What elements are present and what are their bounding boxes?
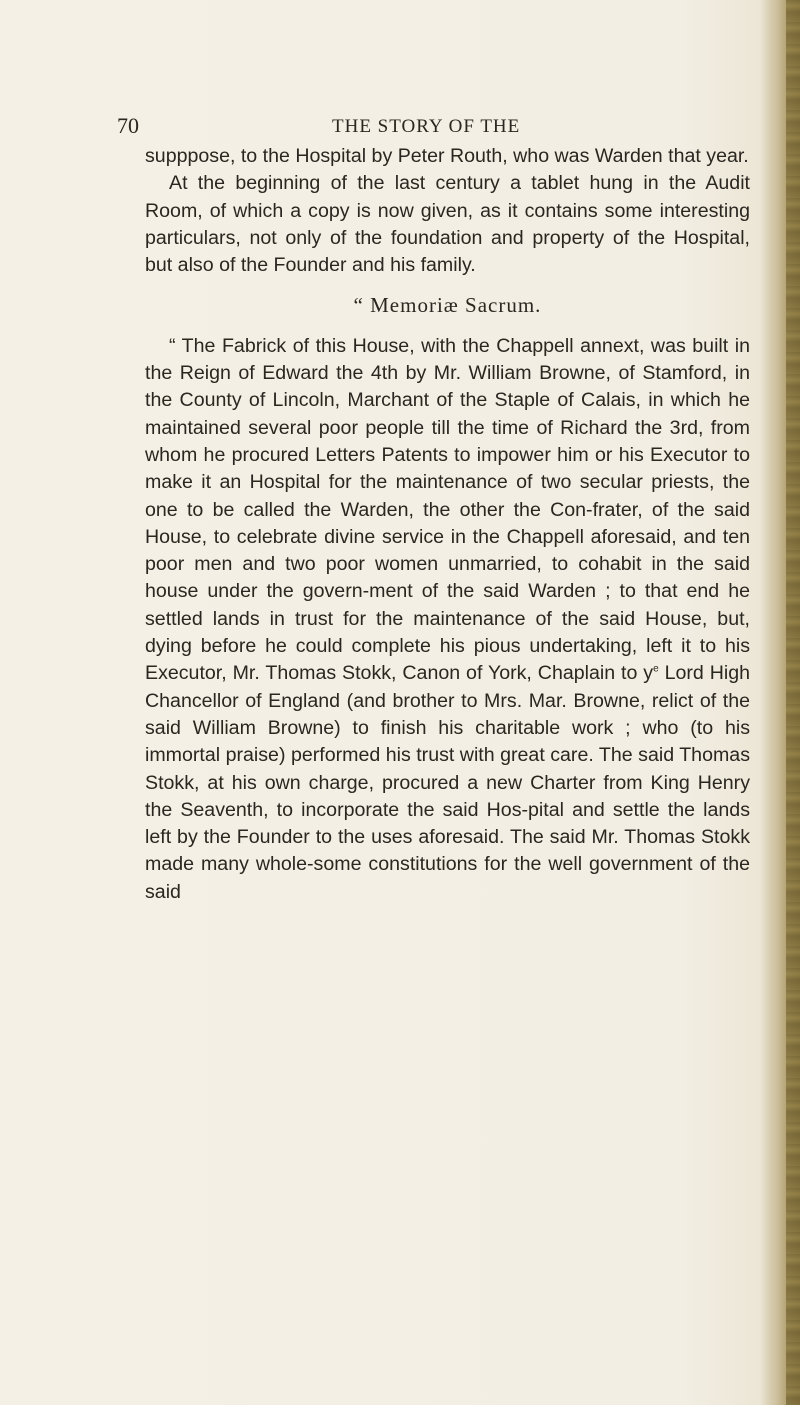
paragraph-3-part-1: “ The Fabrick of this House, with the Chappell annext, was built in the Reign of Edward the 4th by Mr. William Browne, of Stamford, in the County of Lincoln, Marchant of the Staple of Calais, in which he maintained several poor people till the time of Richard the 3rd, from whom he procured Letters Patents to impower him or his Executor to make it an Hospital for the maintenance of two secular priests, the one to be called the Warden, the other the Con-frater, of the said House, to celebrate divine service in the Chappell aforesaid, and ten poor men and two poor women unmarried, to cohabit in the said house under the govern-ment of the said Warden ; to that end he settled lands in trust for the maintenance of the said House, but, dying before he could complete his pious undertaking, left it to his Executor, Mr. Thomas Stokk, Canon of York, Chaplain to y (145, 334, 750, 685)
page-edge-binding (786, 0, 800, 1405)
paragraph-3 (145, 333, 750, 906)
body-text (145, 143, 750, 906)
paragraph-2: At the beginning of the last century a tablet hung in the Audit Room, of which a copy is now given, as it contains some interesting particulars, not only of the foundation and property of the Hospital, but also of the Founder and his family. (145, 172, 750, 277)
paragraph-3-part-2: Lord High Chancellor of England (and brother to Mrs. Mar. Browne, relict of the said William Browne) to finish his charitable work ; who (to his immortal praise) performed his trust with great care. The said Thomas Stokk, at his own charge, procured a new Charter from King Henry the Seaventh, to incorporate the said Hos-pital and settle the lands left by the Founder to the uses aforesaid. The said Mr. Thomas Stokk made many whole-some constitutions for the well government of the said (145, 662, 750, 903)
running-head: THE STORY OF THE (332, 116, 521, 137)
paragraph-1: supppose, to the Hospital by Peter Routh, who was Warden that year. (145, 145, 749, 167)
page-number: 70 (117, 113, 139, 138)
inscription-heading: “ Memoriæ Sacrum. (353, 293, 542, 318)
superscript-e: e (653, 663, 659, 675)
